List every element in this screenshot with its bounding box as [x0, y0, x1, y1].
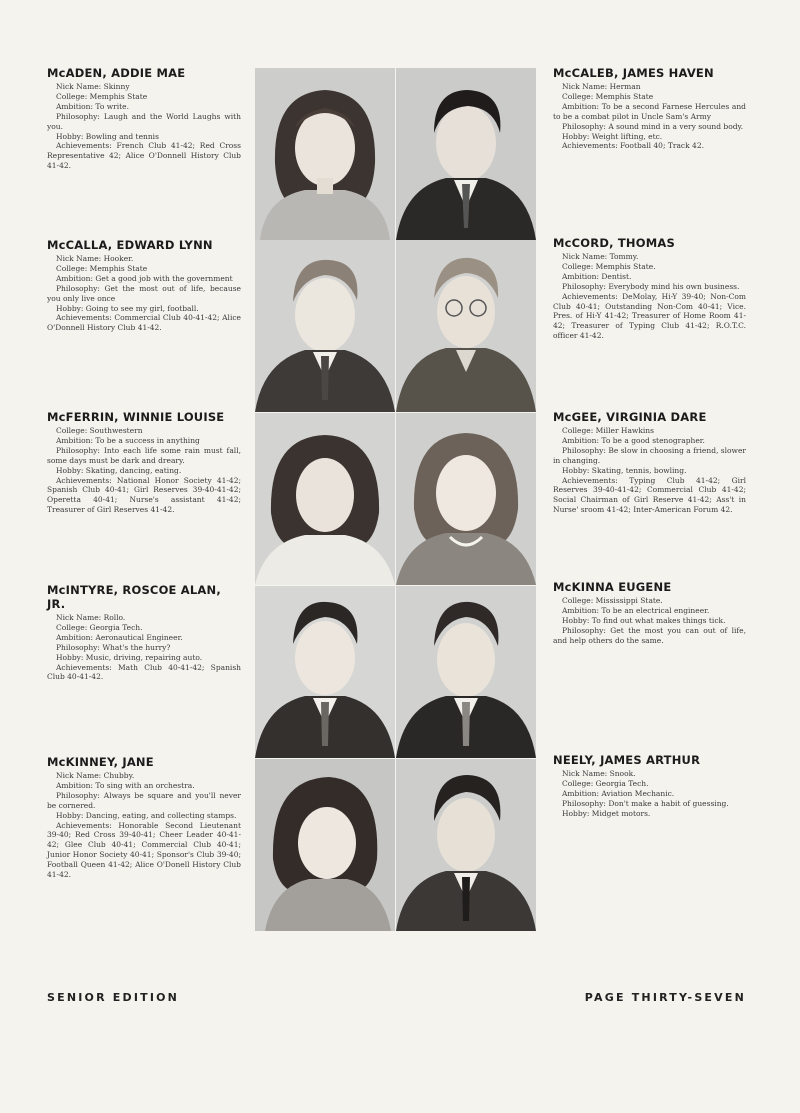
- entry-mcaden: [47, 66, 241, 171]
- achievements: Achievements: Math Club 40-41-42; Spanish Club 40-41-42.: [47, 662, 241, 682]
- achievements: Achievements: Commercial Club 40-41-42; Alice O'Donnell History Club 41-42.: [47, 313, 241, 333]
- philosophy: Philosophy: Be slow in choosing a friend, slower in changing.: [553, 445, 746, 465]
- philosophy: Philosophy: Get the most out of life, because you only live once: [47, 283, 241, 303]
- college: College: Memphis State.: [562, 261, 656, 271]
- achievements: Achievements: DeMolay, Hi-Y 39-40; Non-Com Club 40-41; Outstanding Non-Com 40-41; Vice. Pres. of Hi-Y 41-42; Treasurer of Home Room 41-42; Treasurer of Typing Club 41-42; R.O.T.C. officer 41-42.: [553, 291, 746, 341]
- portrait-photo-mcferrin: [255, 413, 395, 585]
- ambition: Ambition: Aeronautical Engineer.: [56, 632, 183, 642]
- philosophy: Philosophy: Get the most you can out of life, and help others do the same.: [553, 625, 746, 645]
- portrait-photo-mcgee: [396, 413, 536, 585]
- ambition: Ambition: To write.: [56, 101, 129, 111]
- footer-edition: SENIOR EDITION: [47, 991, 180, 1004]
- footer-page-number: PAGE THIRTY-SEVEN: [584, 991, 746, 1004]
- hobby: Hobby: Dancing, eating, and collecting stamps.: [56, 810, 237, 820]
- student-name: McCORD, THOMAS: [553, 236, 675, 250]
- hobby: Hobby: Going to see my girl, football.: [56, 303, 199, 313]
- college: College: Memphis State: [56, 91, 148, 101]
- nick-name: Nick Name: Tommy.: [562, 252, 639, 261]
- portrait-photo-mckinney: [255, 759, 395, 931]
- student-name: McINTYRE, ROSCOE ALAN, JR.: [47, 583, 221, 611]
- ambition: Ambition: To sing with an orchestra.: [56, 780, 195, 790]
- entry-neely: [553, 753, 746, 819]
- philosophy: Philosophy: Everybody mind his own business.: [562, 281, 740, 291]
- achievements: Achievements: Football 40; Track 42.: [562, 141, 704, 151]
- nick-name: Nick Name: Hooker.: [56, 254, 134, 263]
- college: College: Memphis State: [562, 91, 654, 101]
- student-name: McGEE, VIRGINIA DARE: [553, 410, 707, 424]
- college: College: Georgia Tech.: [56, 622, 143, 632]
- portrait-photo-mckinna: [396, 586, 536, 758]
- achievements: Achievements: Honorable Second Lieutenant 39-40; Red Cross 39-40-41; Cheer Leader 40-41-42; Glee Club 40-41; Commercial Club 40-41; Junior Honor Society 40-41; Sponsor's Club 39-40; Football Queen 41-42; Alice O'Donell History Club 41-42.: [47, 820, 241, 880]
- philosophy: Philosophy: Don't make a habit of guessing.: [562, 798, 729, 808]
- hobby: Hobby: Midget motors.: [562, 808, 651, 818]
- nick-name: Nick Name: Chubby.: [56, 771, 135, 780]
- hobby: Hobby: Skating, tennis, bowling.: [562, 465, 687, 475]
- portrait-photo-mccalla: [255, 240, 395, 412]
- entry-mcgee: [553, 410, 746, 515]
- college: College: Southwestern: [56, 426, 143, 435]
- entry-mccalla: [47, 238, 241, 333]
- achievements: Achievements: French Club 41-42; Red Cross Representative 42; Alice O'Donnell History Club 41-42.: [47, 141, 241, 171]
- entry-mcferrin: [47, 410, 241, 515]
- student-name: McADEN, ADDIE MAE: [47, 66, 186, 80]
- ambition: Ambition: To be a second Farnese Hercules and to be a combat pilot in Uncle Sam's Army: [553, 101, 746, 121]
- entry-mckinna: [553, 580, 746, 646]
- student-name: NEELY, JAMES ARTHUR: [553, 753, 701, 767]
- philosophy: Philosophy: Into each life some rain must fall, some days must be dark and dreary.: [47, 445, 241, 465]
- philosophy: Philosophy: Always be square and you'll never be cornered.: [47, 790, 241, 810]
- hobby: Hobby: Skating, dancing, eating.: [56, 465, 182, 475]
- hobby: Hobby: Music, driving, repairing auto.: [56, 652, 203, 662]
- hobby: Hobby: To find out what makes things tick.: [562, 615, 726, 625]
- college: College: Georgia Tech.: [562, 778, 649, 788]
- ambition: Ambition: To be a success in anything: [56, 435, 200, 445]
- hobby: Hobby: Weight lifting, etc.: [562, 131, 663, 141]
- nick-name: Nick Name: Herman: [562, 82, 641, 91]
- student-name: McCALLA, EDWARD LYNN: [47, 238, 213, 252]
- college: College: Memphis State: [56, 263, 148, 273]
- ambition: Ambition: To be an electrical engineer.: [562, 605, 710, 615]
- ambition: Ambition: Get a good job with the government: [56, 273, 233, 283]
- hobby: Hobby: Bowling and tennis: [56, 131, 159, 141]
- portrait-photo-mccord: [396, 240, 536, 412]
- philosophy: Philosophy: A sound mind in a very sound body.: [562, 121, 744, 131]
- portrait-photo-neely: [396, 759, 536, 931]
- portrait-photo-mcintyre: [255, 586, 395, 758]
- student-name: McCALEB, JAMES HAVEN: [553, 66, 714, 80]
- ambition: Ambition: Dentist.: [562, 271, 632, 281]
- college: College: Miller Hawkins: [562, 426, 654, 435]
- entry-mccord: [553, 236, 746, 341]
- student-name: McFERRIN, WINNIE LOUISE: [47, 410, 225, 424]
- portrait-photo-mccaleb: [396, 68, 536, 240]
- ambition: Ambition: Aviation Mechanic.: [562, 788, 675, 798]
- achievements: Achievements: National Honor Society 41-42; Spanish Club 40-41; Girl Reserves 39-40-41-42; Operetta 40-41; Nurse's assistant 41-42; Treasurer of Girl Reserves 41-42.: [47, 475, 241, 515]
- college: College: Mississippi State.: [562, 596, 663, 605]
- portrait-photo-mcaden: [255, 68, 395, 240]
- ambition: Ambition: To be a good stenographer.: [562, 435, 705, 445]
- student-name: McKINNA EUGENE: [553, 580, 672, 594]
- nick-name: Nick Name: Snook.: [562, 769, 636, 778]
- nick-name: Nick Name: Rollo.: [56, 613, 126, 622]
- philosophy: Philosophy: What's the hurry?: [56, 642, 171, 652]
- entry-mccaleb: [553, 66, 746, 151]
- nick-name: Nick Name: Skinny: [56, 82, 130, 91]
- entry-mckinney: [47, 755, 241, 880]
- student-name: McKINNEY, JANE: [47, 755, 154, 769]
- philosophy: Philosophy: Laugh and the World Laughs with you.: [47, 111, 241, 131]
- achievements: Achievements: Typing Club 41-42; Girl Reserves 39-40-41-42; Commercial Club 41-42; Social Chairman of Girl Reserve 41-42; Ass't in Nurse' sroom 41-42; Inter-American Forum 42.: [553, 475, 746, 515]
- entry-mcintyre: [47, 583, 241, 682]
